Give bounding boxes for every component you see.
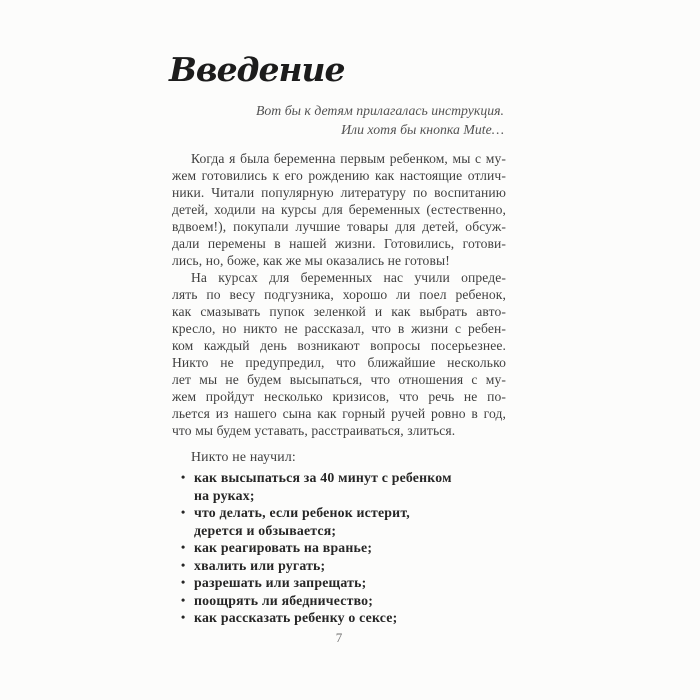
body-line: детей, ходили на курсы для беременных (естественно, [172,202,506,217]
body-line: как смазывать пупок зеленкой и как выбрать авто- [172,304,506,319]
epigraph-line: Вот бы к детям прилагалась инструкция. [255,103,504,118]
epigraph [173,101,504,139]
bullet-line: дерется и обзывается; [194,522,337,538]
bullet-icon: • [181,610,186,624]
bullet-icon: • [181,540,186,554]
bullet-line: на руках; [194,487,255,503]
list-item [181,592,507,610]
bullet-line: как рассказать ребенку о сексе; [194,610,398,625]
body-line: лет мы не будем высыпаться, что отношения с му- [172,372,506,387]
list-intro: Никто не научил: [191,449,296,464]
bullet-icon: • [181,470,186,484]
body-line: жем пройдут несколько кризисов, что речь не по- [172,389,506,404]
bullet-line: как реагировать на вранье; [194,540,373,555]
chapter-title: Введение [169,50,345,89]
epigraph-line: Или хотя бы кнопка Mute… [341,122,504,137]
bullet-icon: • [181,575,186,589]
body-line: льется из нашего сына как горный ручей ровно в год, [172,406,506,421]
bullet-line: разрешать или запрещать; [194,575,367,590]
bullet-text [194,609,507,627]
body-line: Никто не предупредил, что ближайшие несколько [172,355,506,370]
bullet-icon: • [181,557,186,572]
bullet-list [181,469,507,627]
bullet-line: поощрять ли ябедничество; [194,592,374,608]
bullet-text [194,557,507,575]
list-item [181,504,507,539]
body-line: что мы будем уставать, расстраиваться, злиться. [172,423,456,438]
list-item [181,574,507,592]
list-item [181,609,507,627]
bullet-icon: • [181,592,186,607]
body-line: На курсах для беременных нас учили опреде- [191,270,506,285]
list-item [181,469,507,504]
list-item [181,557,507,575]
bullet-text [194,574,507,592]
body-line: лись, но, боже, как же мы оказались не готовы! [172,253,450,268]
body-line: лять по весу подгузника, хорошо ли поел ребенок, [172,287,506,302]
bullet-icon: • [181,505,186,519]
body-line: дали перемены в нашей жизни. Готовились, готови- [172,236,506,251]
body-line: вдвоем!), покупали лучшие товары для детей, обсуж- [172,219,506,234]
body-line: жем готовились к его рождению как настоящие отлич- [172,168,506,183]
bullet-text [194,504,507,539]
bullet-text [194,592,507,610]
bullet-line: как высыпаться за 40 минут с ребенком [194,470,452,485]
body-text [172,150,506,439]
body-line: ком каждый день возникают вопросы посерьезнее. [172,338,506,353]
body-line: ники. Читали популярную литературу по воспитанию [172,185,506,200]
bullet-text [194,539,507,557]
list-item [181,539,507,557]
bullet-line: хвалить или ругать; [194,557,326,573]
bullet-line: что делать, если ребенок истерит, [194,505,410,520]
body-line: кресло, но никто не рассказал, что в жизни с ребен- [172,321,506,336]
body-line: Когда я была беременна первым ребенком, мы с му- [191,151,506,166]
page-number: 7 [335,630,343,645]
bullet-text [194,469,507,504]
